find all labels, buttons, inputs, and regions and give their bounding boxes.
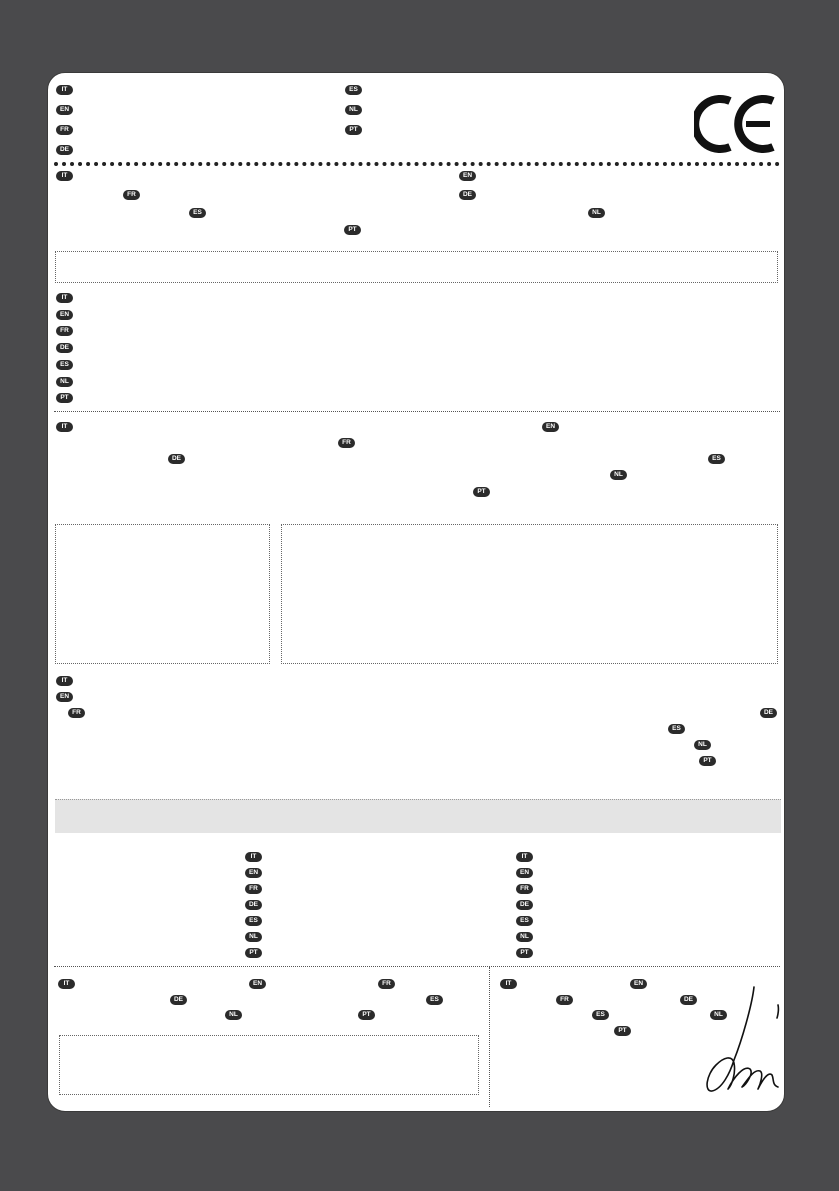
lang-badge-pt: PT	[516, 948, 533, 958]
lang-badge-de: DE	[168, 454, 185, 464]
column-divider	[489, 967, 490, 1107]
lang-badge-pt: PT	[614, 1026, 631, 1036]
lang-badge-it: IT	[245, 852, 262, 862]
lang-badge-fr: FR	[516, 884, 533, 894]
lang-badge-de: DE	[760, 708, 777, 718]
lang-badge-it: IT	[56, 676, 73, 686]
lang-badge-pt: PT	[699, 756, 716, 766]
lang-badge-en: EN	[245, 868, 262, 878]
lang-badge-nl: NL	[710, 1010, 727, 1020]
standards-field-box	[281, 524, 778, 664]
lang-badge-it: IT	[56, 85, 73, 95]
lang-badge-de: DE	[56, 145, 73, 155]
lang-badge-fr: FR	[123, 190, 140, 200]
lang-badge-en: EN	[630, 979, 647, 989]
lang-badge-it: IT	[500, 979, 517, 989]
lang-badge-es: ES	[516, 916, 533, 926]
section-divider	[54, 162, 780, 166]
lang-badge-en: EN	[56, 105, 73, 115]
lang-badge-fr: FR	[56, 125, 73, 135]
lang-badge-pt: PT	[344, 225, 361, 235]
lang-badge-nl: NL	[694, 740, 711, 750]
lang-badge-it: IT	[516, 852, 533, 862]
lang-badge-pt: PT	[473, 487, 490, 497]
lang-badge-de: DE	[56, 343, 73, 353]
lang-badge-nl: NL	[516, 932, 533, 942]
declaration-sheet	[47, 72, 785, 1112]
lang-badge-es: ES	[708, 454, 725, 464]
lang-badge-fr: FR	[378, 979, 395, 989]
lang-badge-es: ES	[592, 1010, 609, 1020]
lang-badge-fr: FR	[68, 708, 85, 718]
lang-badge-en: EN	[542, 422, 559, 432]
lang-badge-es: ES	[345, 85, 362, 95]
lang-badge-de: DE	[516, 900, 533, 910]
lang-badge-it: IT	[56, 171, 73, 181]
ce-logo	[694, 93, 778, 155]
lang-badge-it: IT	[56, 422, 73, 432]
lang-badge-pt: PT	[245, 948, 262, 958]
lang-badge-es: ES	[56, 360, 73, 370]
lang-badge-de: DE	[170, 995, 187, 1005]
lang-badge-fr: FR	[245, 884, 262, 894]
lang-badge-nl: NL	[225, 1010, 242, 1020]
lang-badge-nl: NL	[56, 377, 73, 387]
lang-badge-pt: PT	[358, 1010, 375, 1020]
place-date-field-box	[59, 1035, 479, 1095]
lang-badge-en: EN	[56, 310, 73, 320]
signature-icon	[702, 985, 782, 1095]
lang-badge-pt: PT	[56, 393, 73, 403]
section-divider	[54, 966, 780, 967]
lang-badge-es: ES	[189, 208, 206, 218]
lang-badge-nl: NL	[610, 470, 627, 480]
lang-badge-nl: NL	[345, 105, 362, 115]
lang-badge-de: DE	[459, 190, 476, 200]
gray-band	[55, 799, 781, 833]
lang-badge-en: EN	[56, 692, 73, 702]
lang-badge-en: EN	[249, 979, 266, 989]
product-field-box	[55, 251, 778, 283]
lang-badge-en: EN	[516, 868, 533, 878]
lang-badge-de: DE	[245, 900, 262, 910]
lang-badge-es: ES	[245, 916, 262, 926]
lang-badge-de: DE	[680, 995, 697, 1005]
lang-badge-it: IT	[56, 293, 73, 303]
lang-badge-it: IT	[58, 979, 75, 989]
lang-badge-nl: NL	[588, 208, 605, 218]
lang-badge-es: ES	[426, 995, 443, 1005]
lang-badge-es: ES	[668, 724, 685, 734]
lang-badge-fr: FR	[56, 326, 73, 336]
lang-badge-nl: NL	[245, 932, 262, 942]
model-field-box	[55, 524, 270, 664]
lang-badge-fr: FR	[556, 995, 573, 1005]
lang-badge-pt: PT	[345, 125, 362, 135]
section-divider	[54, 411, 780, 412]
lang-badge-fr: FR	[338, 438, 355, 448]
lang-badge-en: EN	[459, 171, 476, 181]
